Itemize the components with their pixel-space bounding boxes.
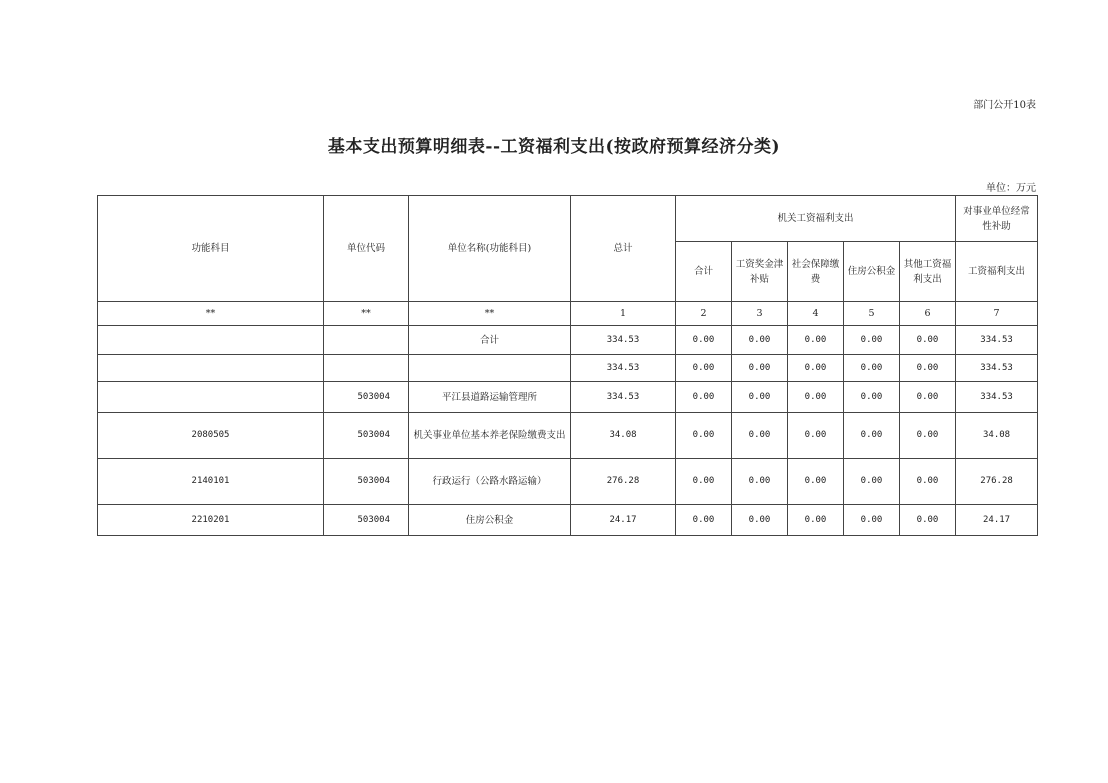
wage-welfare-cell: 34.08 [956,413,1038,459]
index-cell: ** [409,302,571,326]
func-subject-cell: 2140101 [98,459,324,505]
unit-name-cell: 平江县道路运输管理所 [409,382,571,413]
sum-cell: 0.00 [676,459,732,505]
header-sum: 合计 [676,242,732,302]
wage-welfare-cell: 334.53 [956,355,1038,382]
unit-name-cell: 行政运行（公路水路运输） [409,459,571,505]
table-row [98,355,1038,382]
header-subsidy-group: 对事业单位经常性补助 [956,196,1038,242]
other-wage-cell: 0.00 [900,355,956,382]
index-cell: 3 [732,302,788,326]
total-cell: 334.53 [571,326,676,355]
housing-fund-cell: 0.00 [844,459,900,505]
index-cell: 7 [956,302,1038,326]
total-cell: 334.53 [571,382,676,413]
other-wage-cell: 0.00 [900,326,956,355]
unit-name-cell: 住房公积金 [409,505,571,536]
header-other-wage: 其他工资福利支出 [900,242,956,302]
unit-name-cell: 机关事业单位基本养老保险缴费支出 [409,413,571,459]
table-row [98,505,1038,536]
social-security-cell: 0.00 [788,382,844,413]
social-security-cell: 0.00 [788,459,844,505]
func-subject-cell: 2080505 [98,413,324,459]
index-cell: ** [324,302,409,326]
unit-code-cell: 503004 [324,459,409,505]
wage-bonus-cell: 0.00 [732,326,788,355]
other-wage-cell: 0.00 [900,459,956,505]
housing-fund-cell: 0.00 [844,382,900,413]
other-wage-cell: 0.00 [900,382,956,413]
sum-cell: 0.00 [676,326,732,355]
header-unit-name: 单位名称(功能科目) [409,196,571,302]
index-cell: 2 [676,302,732,326]
table-row [98,413,1038,459]
total-cell: 34.08 [571,413,676,459]
housing-fund-cell: 0.00 [844,413,900,459]
wage-welfare-cell: 334.53 [956,326,1038,355]
total-cell: 334.53 [571,355,676,382]
housing-fund-cell: 0.00 [844,505,900,536]
unit-code-cell: 503004 [324,505,409,536]
wage-bonus-cell: 0.00 [732,382,788,413]
func-subject-cell [98,326,324,355]
wage-welfare-cell: 276.28 [956,459,1038,505]
housing-fund-cell: 0.00 [844,326,900,355]
table-row [98,459,1038,505]
total-cell: 24.17 [571,505,676,536]
header-total: 总计 [571,196,676,302]
unit-code-cell: 503004 [324,413,409,459]
index-row [98,302,1038,326]
other-wage-cell: 0.00 [900,505,956,536]
social-security-cell: 0.00 [788,505,844,536]
wage-welfare-cell: 24.17 [956,505,1038,536]
wage-bonus-cell: 0.00 [732,355,788,382]
index-cell: 5 [844,302,900,326]
wage-welfare-cell: 334.53 [956,382,1038,413]
social-security-cell: 0.00 [788,326,844,355]
social-security-cell: 0.00 [788,355,844,382]
func-subject-cell [98,382,324,413]
social-security-cell: 0.00 [788,413,844,459]
unit-label: 单位：万元 [986,183,1036,194]
budget-table [97,195,1038,536]
header-housing-fund: 住房公积金 [844,242,900,302]
unit-name-cell: 合计 [409,326,571,355]
table-row-total [98,326,1038,355]
wage-bonus-cell: 0.00 [732,505,788,536]
page-label: 部门公开10表 [973,100,1036,111]
other-wage-cell: 0.00 [900,413,956,459]
unit-code-cell [324,326,409,355]
header-social-security: 社会保障缴费 [788,242,844,302]
func-subject-cell: 2210201 [98,505,324,536]
index-cell: 1 [571,302,676,326]
sum-cell: 0.00 [676,413,732,459]
page-title: 基本支出预算明细表--工资福利支出(按政府预算经济分类) [327,137,781,157]
header-func-subject: 功能科目 [98,196,324,302]
header-unit-code: 单位代码 [324,196,409,302]
wage-bonus-cell: 0.00 [732,459,788,505]
unit-code-cell: 503004 [324,382,409,413]
unit-name-cell [409,355,571,382]
wage-bonus-cell: 0.00 [732,413,788,459]
header-wage-welfare: 工资福利支出 [956,242,1038,302]
unit-code-cell [324,355,409,382]
header-agency-group: 机关工资福利支出 [676,196,956,242]
sum-cell: 0.00 [676,382,732,413]
total-cell: 276.28 [571,459,676,505]
housing-fund-cell: 0.00 [844,355,900,382]
sum-cell: 0.00 [676,355,732,382]
sum-cell: 0.00 [676,505,732,536]
table-row [98,382,1038,413]
index-cell: 6 [900,302,956,326]
header-wage-bonus: 工资奖金津补贴 [732,242,788,302]
index-cell: 4 [788,302,844,326]
index-cell: ** [98,302,324,326]
func-subject-cell [98,355,324,382]
